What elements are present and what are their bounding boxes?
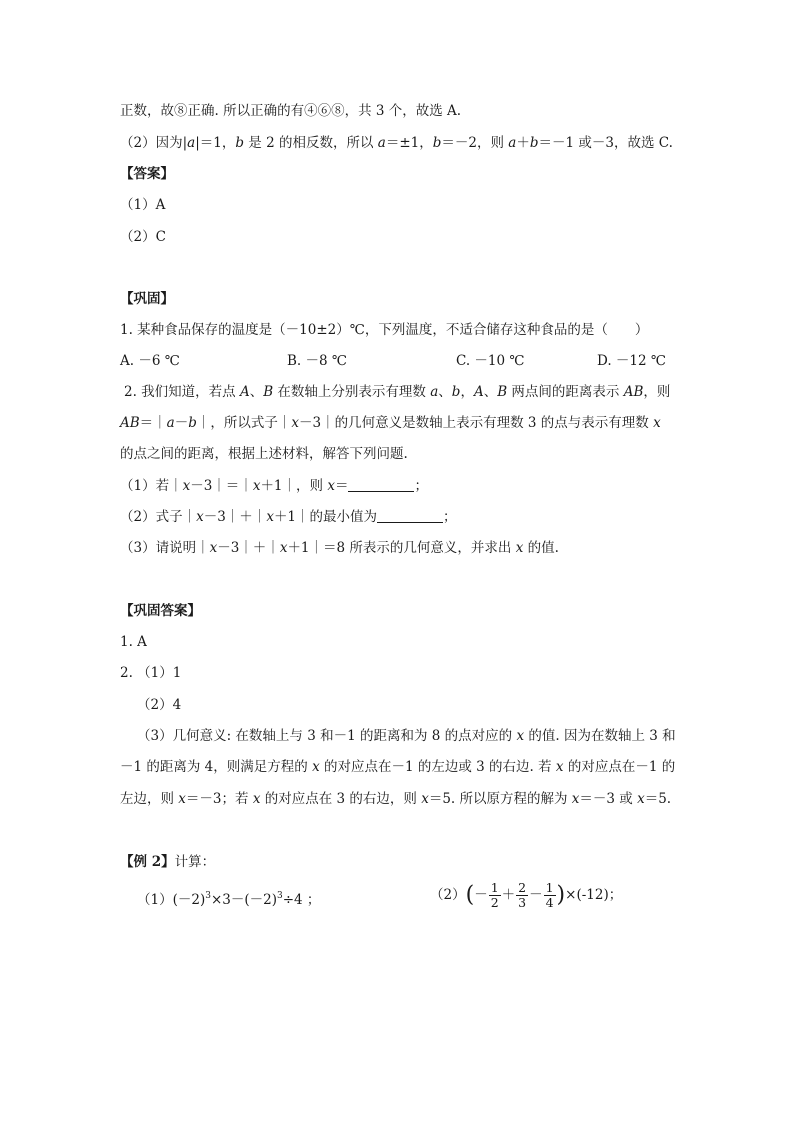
prev-solution-line-1: 正数，故⑧正确. 所以正确的有④⑥⑧，共 3 个，故选 A. [120,103,462,119]
consolidate-answer-2-1: 2. （1）1 [120,665,182,681]
question-1-option-b: B. －8 ℃ [287,353,347,369]
consolidate-answer-2-3-line-3: 左边，则 x＝－3；若 x 的对应点在 3 的右边，则 x＝5. 所以原方程的解为 x＝－3 或 x＝5. [120,791,672,807]
fraction: $\frac{2}{3}$ [518,880,527,910]
example-2-problem-1: $(1)(-2)^3\times 3-(-2)^3\div 4$ ； [137,891,321,908]
consolidate-answer-2-2: （2）4 [137,697,182,713]
consolidate-heading: 【巩固】 [120,291,174,307]
consolidate-answer-2-3-line-2: －1 的距离为 4，则满足方程的 x 的对应点在－1 的左边或 3 的右边. 若 x 的对应点在－1 的 [120,759,676,775]
question-2-line-2: AB＝｜a－b｜，所以式子｜x－3｜的几何意义是数轴上表示有理数 3 的点与表示有理数 x [120,415,661,431]
answer-blank [377,508,443,523]
answer-item-2: （2）C [120,229,166,245]
example-2-heading: 【例 2】计算： [120,854,216,870]
answer-heading: 【答案】 [120,166,174,182]
consolidate-answer-2-3-line-1: （3）几何意义: 在数轴上与 3 和－1 的距离和为 8 的点对应的 x 的值. 因为在数轴上 3 和 [137,728,676,744]
question-1-option-d: D. －12 ℃ [597,353,666,369]
example-2-problem-2: （2）(－ $\frac{1}{2}$ ＋ $\frac{2}{3}$ － $\frac{1}{4}$ )×(-12)； [430,880,623,910]
sub-question-3: （3）请说明｜x－3｜＋｜x＋1｜＝8 所表示的几何意义，并求出 x 的值. [120,540,559,556]
sub-question-1: （1）若｜x－3｜＝｜x＋1｜，则 x＝ ； [120,478,428,494]
question-2-line-1: 2. 我们知道，若点 A、B 在数轴上分别表示有理数 a、b，A、B 两点间的距离表示 AB，则 [124,384,671,400]
answer-item-1: （1）A [120,197,166,213]
question-1: 1. 某种食品保存的温度是（－10±2）℃，下列温度，不适合储存这种食品的是（ ） [120,322,649,338]
question-1-option-c: C. －10 ℃ [456,353,525,369]
question-1-option-a: A. －6 ℃ [120,353,180,369]
sub-question-2: （2）式子｜x－3｜＋｜x＋1｜的最小值为 ； [120,509,457,525]
consolidate-answer-heading: 【巩固答案】 [120,603,201,619]
consolidate-answer-1: 1. A [120,634,147,650]
fraction: $\frac{1}{4}$ [545,880,554,910]
fraction: $\frac{1}{2}$ [490,880,499,910]
prev-solution-line-2: （2）因为|a|＝1，b 是 2 的相反数，所以 a＝±1，b＝－2，则 a＋b＝－1 或－3，故选 C. [120,135,673,151]
question-2-line-3: 的点之间的距离，根据上述材料，解答下列问题. [120,446,408,462]
answer-blank [348,477,414,492]
